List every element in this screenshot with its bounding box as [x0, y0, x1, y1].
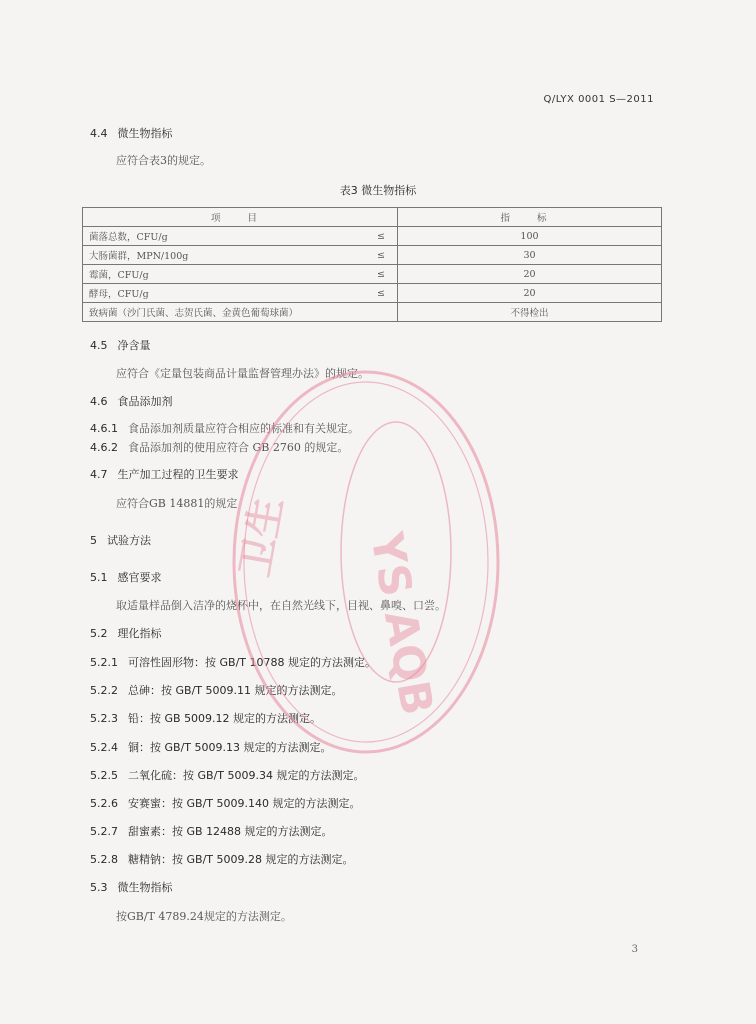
section-4-4-text: 应符合表3的规定。: [116, 154, 211, 167]
section-5-2-1: 5.2.1 可溶性固形物：按 GB/T 10788 规定的方法测定。: [90, 656, 376, 669]
microbial-index-table: [82, 207, 662, 322]
section-4-6-heading: 4.6 食品添加剂: [90, 395, 173, 408]
table-header-index: 指 标: [398, 208, 662, 227]
section-4-7-text: 应符合GB 14881的规定: [116, 497, 238, 510]
section-5-2-7: 5.2.7 甜蜜素：按 GB 12488 规定的方法测定。: [90, 825, 333, 838]
table3-title: 表3 微生物指标: [339, 184, 417, 197]
section-5-1-text: 取适量样品倒入洁净的烧杯中，在自然光线下，目视、鼻嗅、口尝。: [116, 599, 446, 612]
section-4-5-text: 应符合《定量包装商品计量监督管理办法》的规定。: [116, 367, 369, 380]
section-5-heading: 5 试验方法: [90, 534, 151, 547]
table-row: 霉菌，CFU/g ≤ 20: [83, 265, 662, 284]
section-5-2-3: 5.2.3 铅：按 GB 5009.12 规定的方法测定。: [90, 712, 322, 725]
section-5-3-text: 按GB/T 4789.24规定的方法测定。: [116, 910, 292, 923]
svg-text:卫生: 卫生: [232, 493, 292, 581]
section-5-2-heading: 5.2 理化指标: [90, 627, 162, 640]
table-row: 致病菌（沙门氏菌、志贺氏菌、金黄色葡萄球菌） 不得检出: [83, 303, 662, 322]
section-5-2-6: 5.2.6 安赛蜜：按 GB/T 5009.140 规定的方法测定。: [90, 797, 361, 810]
section-4-6-2: 4.6.2 食品添加剂的使用应符合 GB 2760 的规定。: [90, 441, 349, 454]
section-4-5-heading: 4.5 净含量: [90, 339, 151, 352]
svg-text:YS AQB: YS AQB: [360, 528, 443, 719]
table-row: 大肠菌群，MPN/100g ≤ 30: [83, 246, 662, 265]
section-5-2-5: 5.2.5 二氧化硫：按 GB/T 5009.34 规定的方法测定。: [90, 769, 365, 782]
section-5-2-8: 5.2.8 糖精钠：按 GB/T 5009.28 规定的方法测定。: [90, 853, 354, 866]
section-4-4-heading: 4.4 微生物指标: [90, 127, 173, 140]
standard-code: Q/LYX 0001 S—2011: [543, 94, 654, 105]
table-header-item: 项 目: [83, 208, 398, 227]
section-5-3-heading: 5.3 微生物指标: [90, 881, 173, 894]
section-4-7-heading: 4.7 生产加工过程的卫生要求: [90, 468, 239, 481]
section-5-2-2: 5.2.2 总砷：按 GB/T 5009.11 规定的方法测定。: [90, 684, 343, 697]
section-5-1-heading: 5.1 感官要求: [90, 571, 162, 584]
section-5-2-4: 5.2.4 铜：按 GB/T 5009.13 规定的方法测定。: [90, 741, 332, 754]
section-4-6-1: 4.6.1 食品添加剂质量应符合相应的标准和有关规定。: [90, 422, 359, 435]
table-row: 菌落总数，CFU/g ≤ 100: [83, 227, 662, 246]
table-row: 酵母，CFU/g ≤ 20: [83, 284, 662, 303]
page-number: 3: [631, 944, 638, 955]
